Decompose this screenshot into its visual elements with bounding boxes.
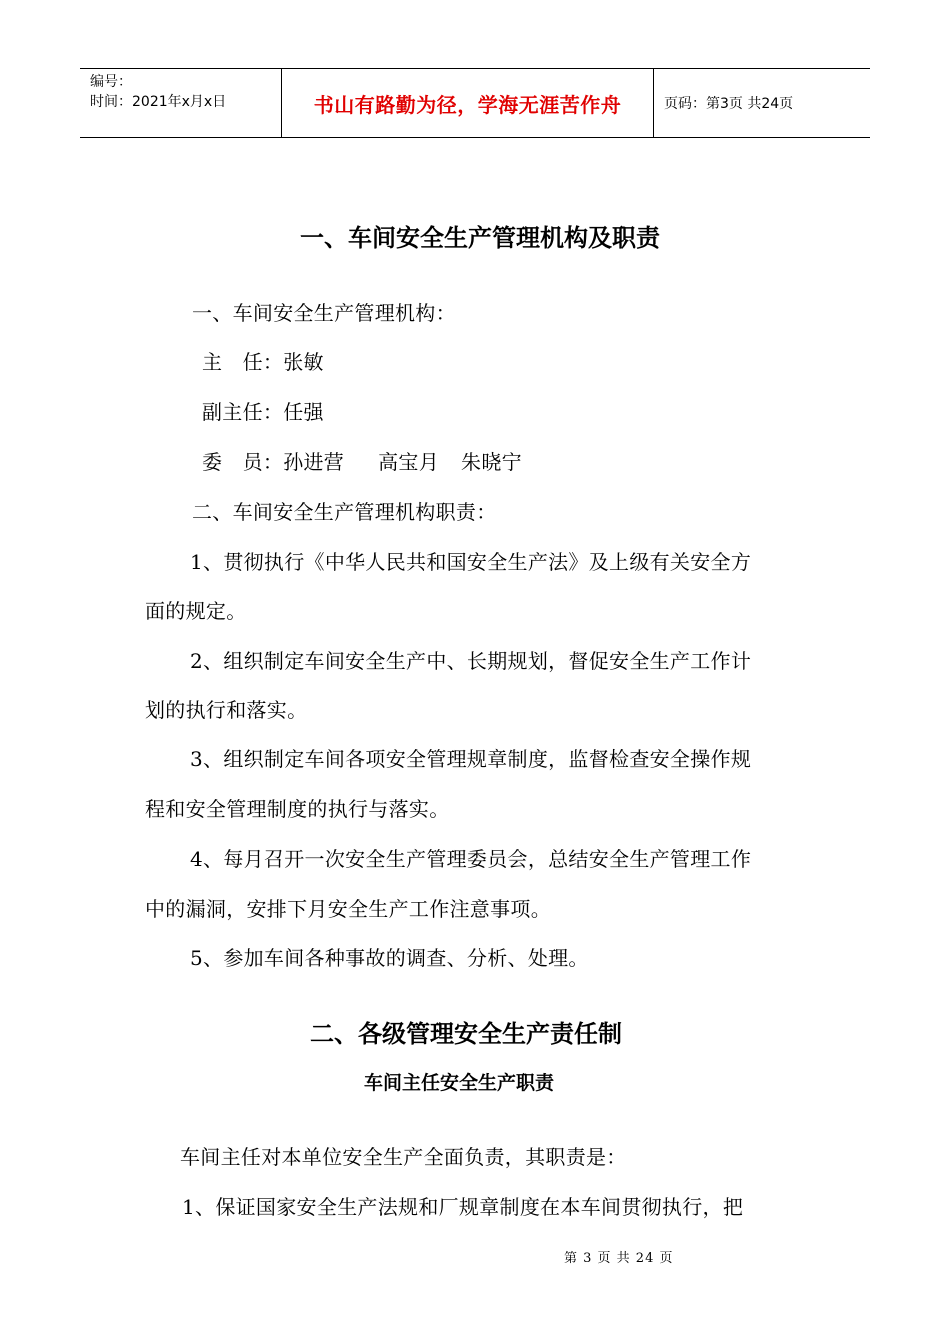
section2-title: 二、各级管理安全生产责任制 [310, 1019, 622, 1048]
duty-item-2-line-1: 2、组织制定车间安全生产中、长期规划，督促安全生产工作计 [190, 649, 752, 673]
members-label: 委 员：孙进营 [202, 450, 345, 474]
header-page-info [654, 69, 870, 137]
sub-heading-organization: 一、车间安全生产管理机构： [192, 301, 456, 325]
duty-item-3-line-1: 3、组织制定车间各项安全管理规章制度，监督检查安全操作规 [190, 747, 752, 771]
sub-heading-duties: 二、车间安全生产管理机构职责： [192, 500, 497, 524]
duty-item-1-line-2: 面的规定。 [145, 599, 247, 623]
director-line: 主 任：张敏 [202, 350, 324, 374]
page-info-text: 页码：第3页 共24页 [664, 96, 794, 112]
duty-item-4-line-2: 中的漏洞，安排下月安全生产工作注意事项。 [145, 897, 551, 921]
duty-item-5: 5、参加车间各种事故的调查、分析、处理。 [190, 946, 589, 970]
code-label: 编号： [90, 74, 132, 90]
section2-intro: 车间主任对本单位安全生产全面负责，其职责是： [180, 1145, 627, 1169]
document-header [80, 68, 870, 138]
header-meta [80, 69, 281, 137]
deputy-line: 副主任：任强 [202, 400, 324, 424]
section2-subtitle: 车间主任安全生产职责 [364, 1072, 555, 1094]
page-footer: 第 3 页 共 24 页 [564, 1251, 674, 1266]
motto-text: 书山有路勤为径，学海无涯苦作舟 [313, 92, 622, 117]
member-name: 高宝月 [378, 450, 440, 474]
time-label: 时间：2021年x月x日 [90, 94, 227, 110]
duty-item-2-line-2: 划的执行和落实。 [145, 698, 308, 722]
members-line [202, 446, 522, 475]
header-motto [281, 69, 654, 137]
section1-title: 一、车间安全生产管理机构及职责 [300, 223, 660, 252]
member-name: 朱晓宁 [461, 450, 522, 474]
duty-item-3-line-2: 程和安全管理制度的执行与落实。 [145, 797, 450, 821]
duty-item-1-line-1: 1、贯彻执行《中华人民共和国安全生产法》及上级有关安全方 [190, 550, 752, 574]
section2-item-1-line-1: 1、保证国家安全生产法规和厂规章制度在本车间贯彻执行，把 [182, 1195, 744, 1219]
duty-item-4-line-1: 4、每月召开一次安全生产管理委员会，总结安全生产管理工作 [190, 847, 752, 871]
